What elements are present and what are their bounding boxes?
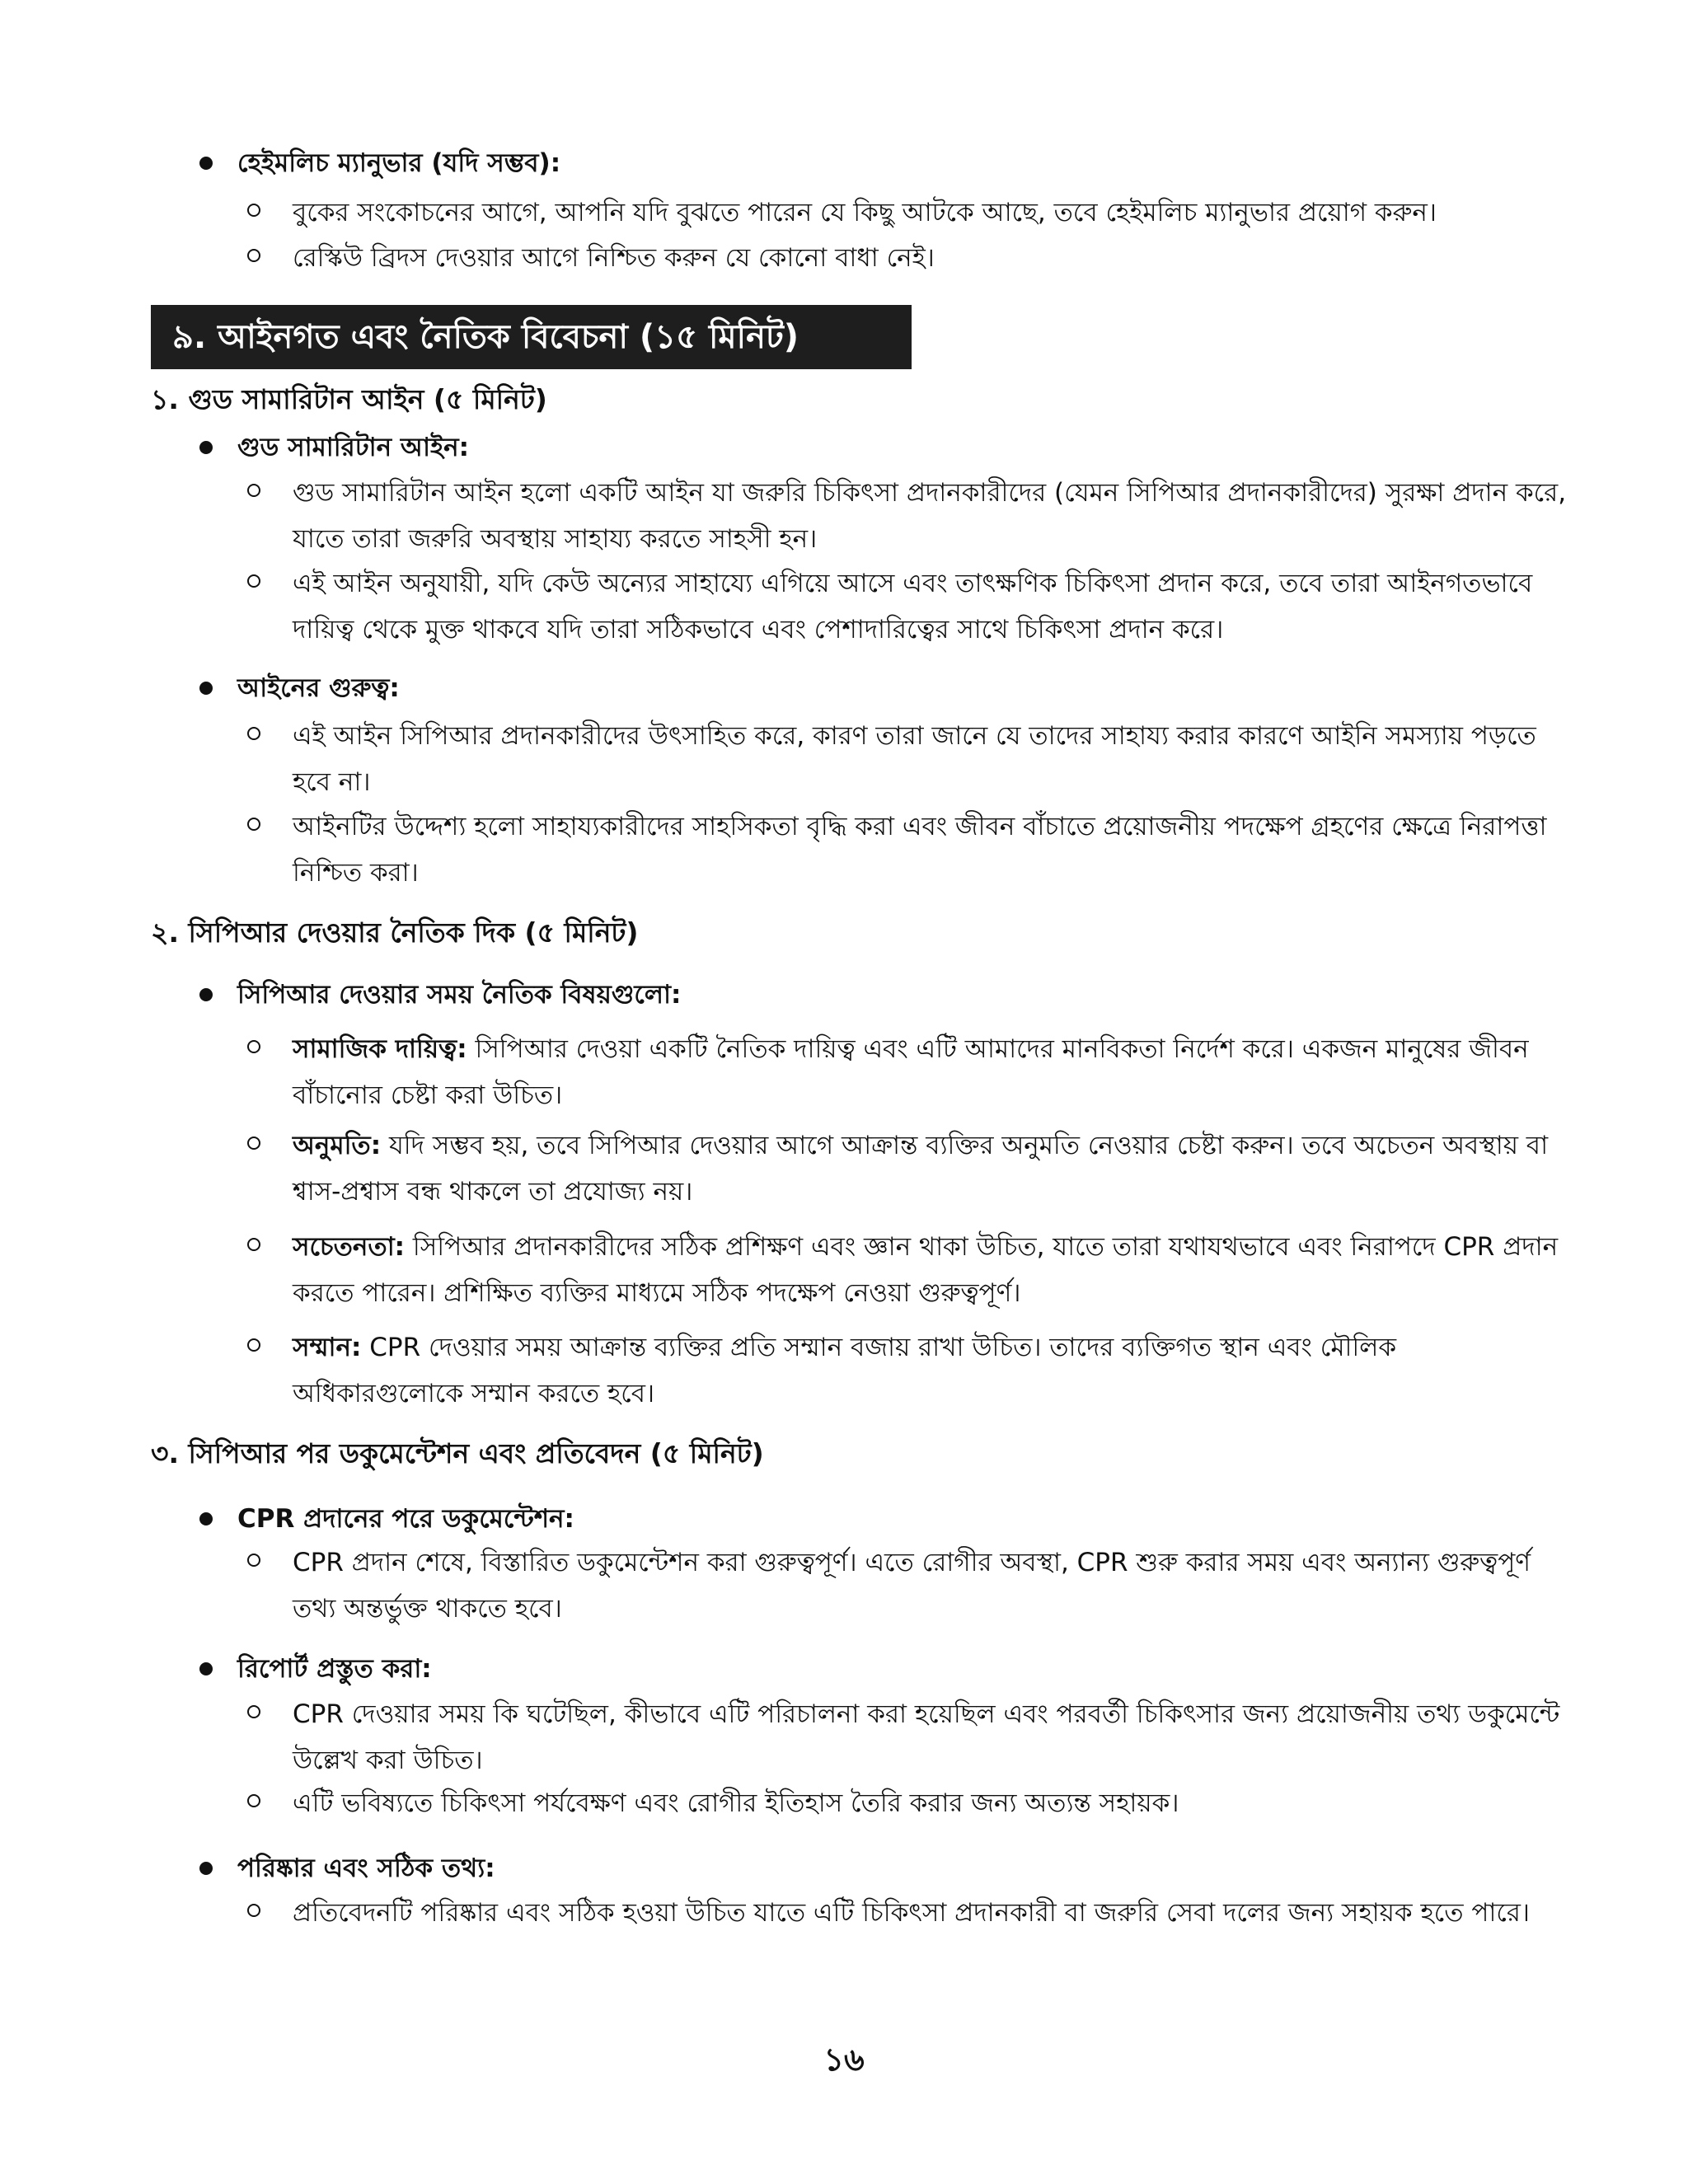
- bullet-ethical-issues: [199, 978, 681, 1011]
- list-item: এই আইন অনুযায়ী, যদি কেউ অন্যের সাহায্যে এগিয়ে আসে এবং তাৎক্ষণিক চিকিৎসা প্রদান করে, তবে তারা আইনগতভাবে দায়িত্ব থেকে মুক্ত থাকবে যদি তারা সঠিকভাবে এবং পেশাদারিত্বের সাথে চিকিৎসা প্রদান করে।: [293, 560, 1570, 653]
- bullet-title: CPR প্রদানের পরে ডকুমেন্টেশন:: [237, 1504, 574, 1534]
- list-item: অনুমতি: যদি সম্ভব হয়, তবে সিপিআর দেওয়ার আগে আক্রান্ত ব্যক্তির অনুমতি নেওয়ার চেষ্টা করুন। তবে অচেতন অবস্থায় বা শ্বাস-প্রশ্বাস বন্ধ থাকলে তা প্রযোজ্য নয়।: [293, 1122, 1570, 1215]
- circle-bullet-icon: [247, 1238, 260, 1251]
- page-number: ১৬: [823, 2041, 865, 2078]
- bullet-law-importance: [199, 672, 400, 705]
- bullet-title: পরিষ্কার এবং সঠিক তথ্য:: [237, 1854, 495, 1883]
- circle-bullet-icon: [247, 727, 260, 740]
- list-item: প্রতিবেদনটি পরিষ্কার এবং সঠিক হওয়া উচিত যাতে এটি চিকিৎসা প্রদানকারী বা জরুরি সেবা দলের জন্য সহায়ক হতে পারে।: [293, 1890, 1570, 1936]
- circle-bullet-icon: [247, 204, 260, 217]
- circle-bullet-icon: [247, 484, 260, 497]
- list-item: এই আইন সিপিআর প্রদানকারীদের উৎসাহিত করে, কারণ তারা জানে যে তাদের সাহায্য করার কারণে আইনি সমস্যায় পড়তে হবে না।: [293, 713, 1570, 805]
- bullet-dot-icon: [199, 1512, 213, 1526]
- circle-bullet-icon: [247, 574, 260, 588]
- bullet-dot-icon: [199, 1662, 213, 1675]
- circle-bullet-icon: [247, 1554, 260, 1567]
- list-item: রেস্কিউ ব্রিদস দেওয়ার আগে নিশ্চিত করুন যে কোনো বাধা নেই।: [293, 235, 1570, 281]
- term: সম্মান:: [293, 1333, 362, 1362]
- list-item: গুড সামারিটান আইন হলো একটি আইন যা জরুরি চিকিৎসা প্রদানকারীদের (যেমন সিপিআর প্রদানকারীদের) সুরক্ষা প্রদান করে, যাতে তারা জরুরি অবস্থায় সাহায্য করতে সাহসী হন।: [293, 470, 1570, 562]
- bullet-clear-info: [199, 1852, 495, 1885]
- bullet-title: আইনের গুরুত্ব:: [237, 673, 400, 703]
- bullet-dot-icon: [199, 441, 213, 454]
- list-item: সম্মান: CPR দেওয়ার সময় আক্রান্ত ব্যক্তির প্রতি সম্মান বজায় রাখা উচিত। তাদের ব্যক্তিগত স্থান এবং মৌলিক অধিকারগুলোকে সম্মান করতে হবে।: [293, 1324, 1570, 1417]
- list-item: সামাজিক দায়িত্ব: সিপিআর দেওয়া একটি নৈতিক দায়িত্ব এবং এটি আমাদের মানবিকতা নির্দেশ করে। একজন মানুষের জীবন বাঁচানোর চেষ্টা করা উচিত।: [293, 1026, 1570, 1118]
- bullet-good-samaritan: [199, 431, 469, 464]
- subsection-heading: ১. গুড সামারিটান আইন (৫ মিনিট): [151, 383, 547, 415]
- bullet-title: সিপিআর দেওয়ার সময় নৈতিক বিষয়গুলো:: [237, 980, 682, 1010]
- bullet-heimlich: [199, 147, 560, 180]
- list-item: CPR দেওয়ার সময় কি ঘটেছিল, কীভাবে এটি পরিচালনা করা হয়েছিল এবং পরবর্তী চিকিৎসার জন্য প্রয়োজনীয় তথ্য ডকুমেন্টে উল্লেখ করা উচিত।: [293, 1691, 1570, 1783]
- circle-bullet-icon: [247, 1137, 260, 1150]
- list-item: এটি ভবিষ্যতে চিকিৎসা পর্যবেক্ষণ এবং রোগীর ইতিহাস তৈরি করার জন্য অত্যন্ত সহায়ক।: [293, 1780, 1570, 1826]
- circle-bullet-icon: [247, 1794, 260, 1807]
- bullet-title: হেইমলিচ ম্যানুভার (যদি সম্ভব):: [237, 148, 561, 178]
- bullet-dot-icon: [199, 988, 213, 1001]
- circle-bullet-icon: [247, 818, 260, 831]
- bullet-title: রিপোর্ট প্রস্তুত করা:: [237, 1654, 432, 1684]
- bullet-title: গুড সামারিটান আইন:: [237, 433, 470, 462]
- bullet-report: [199, 1652, 432, 1685]
- section-title-banner: ৯. আইনগত এবং নৈতিক বিবেচনা (১৫ মিনিট): [151, 305, 912, 369]
- list-item: CPR প্রদান শেষে, বিস্তারিত ডকুমেন্টেশন করা গুরুত্বপূর্ণ। এতে রোগীর অবস্থা, CPR শুরু করার সময় এবং অন্যান্য গুরুত্বপূর্ণ তথ্য অন্তর্ভুক্ত থাকতে হবে।: [293, 1540, 1570, 1632]
- circle-bullet-icon: [247, 1705, 260, 1718]
- list-item: বুকের সংকোচনের আগে, আপনি যদি বুঝতে পারেন যে কিছু আটকে আছে, তবে হেইমলিচ ম্যানুভার প্রয়োগ করুন।: [293, 190, 1570, 236]
- subsection-heading: ২. সিপিআর দেওয়ার নৈতিক দিক (৫ মিনিট): [151, 916, 639, 949]
- circle-bullet-icon: [247, 1904, 260, 1917]
- bullet-dot-icon: [199, 682, 213, 695]
- list-item: সচেতনতা: সিপিআর প্রদানকারীদের সঠিক প্রশিক্ষণ এবং জ্ঞান থাকা উচিত, যাতে তারা যথাযথভাবে এবং নিরাপদে CPR প্রদান করতে পারেন। প্রশিক্ষিত ব্যক্তির মাধ্যমে সঠিক পদক্ষেপ নেওয়া গুরুত্বপূর্ণ।: [293, 1224, 1570, 1316]
- circle-bullet-icon: [247, 249, 260, 262]
- bullet-dot-icon: [199, 157, 213, 170]
- term: সচেতনতা:: [293, 1232, 406, 1262]
- list-item: আইনটির উদ্দেশ্য হলো সাহায্যকারীদের সাহসিকতা বৃদ্ধি করা এবং জীবন বাঁচাতে প্রয়োজনীয় পদক্ষেপ গ্রহণের ক্ষেত্রে নিরাপত্তা নিশ্চিত করা।: [293, 804, 1570, 896]
- circle-bullet-icon: [247, 1040, 260, 1053]
- term: অনুমতি:: [293, 1131, 382, 1160]
- circle-bullet-icon: [247, 1338, 260, 1352]
- term: সামাজিক দায়িত্ব:: [293, 1034, 467, 1064]
- subsection-heading: ৩. সিপিআর পর ডকুমেন্টেশন এবং প্রতিবেদন (৫ মিনিট): [151, 1437, 764, 1469]
- bullet-documentation: [199, 1502, 574, 1535]
- bullet-dot-icon: [199, 1862, 213, 1875]
